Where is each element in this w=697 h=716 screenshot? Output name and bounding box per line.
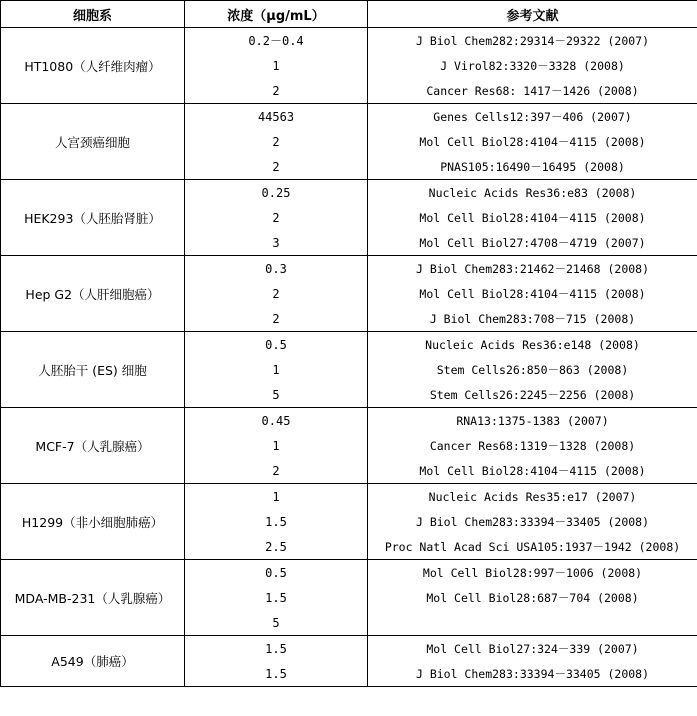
table-row <box>1 636 697 662</box>
concentration-cell: 1.5 <box>185 585 368 610</box>
reference-cell: RNA13:1375-1383 (2007) <box>368 408 697 434</box>
reference-cell: Stem Cells26:2245－2256 (2008) <box>368 382 697 408</box>
reference-cell: J Virol82:3320－3328 (2008) <box>368 53 697 78</box>
reference-cell: Mol Cell Biol27:4708－4719 (2007) <box>368 230 697 256</box>
reference-cell: J Biol Chem283:33394－33405 (2008) <box>368 509 697 534</box>
cell-line-name: MCF-7（人乳腺癌） <box>1 408 185 484</box>
reference-cell: J Biol Chem283:33394－33405 (2008) <box>368 661 697 687</box>
reference-cell: Proc Natl Acad Sci USA105:1937－1942 (2008) <box>368 534 697 560</box>
reference-cell: Mol Cell Biol28:4104－4115 (2008) <box>368 458 697 484</box>
concentration-cell: 2 <box>185 306 368 332</box>
reference-cell: J Biol Chem283:708－715 (2008) <box>368 306 697 332</box>
concentration-cell: 1 <box>185 433 368 458</box>
concentration-cell: 0.2－0.4 <box>185 28 368 54</box>
concentration-cell: 0.5 <box>185 332 368 358</box>
cell-line-name: H1299（非小细胞肺癌） <box>1 484 185 560</box>
cell-line-name: Hep G2（人肝细胞癌） <box>1 256 185 332</box>
table-row <box>1 104 697 130</box>
concentration-cell: 1 <box>185 53 368 78</box>
table-row <box>1 28 697 54</box>
table-row <box>1 408 697 434</box>
concentration-cell: 1.5 <box>185 509 368 534</box>
reference-cell: Mol Cell Biol28:4104－4115 (2008) <box>368 129 697 154</box>
reference-cell: Mol Cell Biol28:997－1006 (2008) <box>368 560 697 586</box>
table-body <box>1 28 697 687</box>
reference-cell: PNAS105:16490－16495 (2008) <box>368 154 697 180</box>
header-reference: 参考文献 <box>368 1 697 28</box>
table-row <box>1 180 697 206</box>
cell-line-name: HT1080（人纤维肉瘤） <box>1 28 185 104</box>
reference-cell: Nucleic Acids Res35:e17 (2007) <box>368 484 697 510</box>
concentration-cell: 2.5 <box>185 534 368 560</box>
cell-line-name: 人宫颈癌细胞 <box>1 104 185 180</box>
concentration-cell: 1 <box>185 357 368 382</box>
reference-cell: Mol Cell Biol27:324－339 (2007) <box>368 636 697 662</box>
reference-cell: J Biol Chem283:21462－21468 (2008) <box>368 256 697 282</box>
cell-line-name: 人胚胎干 (ES) 细胞 <box>1 332 185 408</box>
concentration-cell: 2 <box>185 129 368 154</box>
reference-cell: Cancer Res68: 1417－1426 (2008) <box>368 78 697 104</box>
concentration-cell: 3 <box>185 230 368 256</box>
concentration-cell: 2 <box>185 78 368 104</box>
concentration-cell: 5 <box>185 610 368 636</box>
reference-cell: Mol Cell Biol28:4104－4115 (2008) <box>368 281 697 306</box>
concentration-cell: 5 <box>185 382 368 408</box>
concentration-cell: 2 <box>185 281 368 306</box>
reference-cell: J Biol Chem282:29314－29322 (2007) <box>368 28 697 54</box>
table-row <box>1 560 697 586</box>
reference-cell: Nucleic Acids Res36:e83 (2008) <box>368 180 697 206</box>
concentration-cell: 0.25 <box>185 180 368 206</box>
concentration-cell: 0.3 <box>185 256 368 282</box>
reference-cell <box>368 610 697 636</box>
concentration-cell: 1.5 <box>185 661 368 687</box>
reference-cell: Stem Cells26:850－863 (2008) <box>368 357 697 382</box>
table-row <box>1 332 697 358</box>
concentration-cell: 1.5 <box>185 636 368 662</box>
table-row <box>1 484 697 510</box>
reference-cell: Mol Cell Biol28:687－704 (2008) <box>368 585 697 610</box>
header-cell-line: 细胞系 <box>1 1 185 28</box>
concentration-cell: 2 <box>185 458 368 484</box>
header-concentration: 浓度（μg/mL） <box>185 1 368 28</box>
header-row <box>1 1 697 28</box>
cell-line-name: HEK293（人胚胎肾脏） <box>1 180 185 256</box>
concentration-cell: 44563 <box>185 104 368 130</box>
table-row <box>1 256 697 282</box>
reference-cell: Cancer Res68:1319－1328 (2008) <box>368 433 697 458</box>
cell-line-name: A549（肺癌） <box>1 636 185 687</box>
concentration-cell: 1 <box>185 484 368 510</box>
concentration-cell: 0.5 <box>185 560 368 586</box>
concentration-cell: 2 <box>185 154 368 180</box>
reference-cell: Mol Cell Biol28:4104－4115 (2008) <box>368 205 697 230</box>
cell-line-name: MDA-MB-231（人乳腺癌） <box>1 560 185 636</box>
concentration-cell: 0.45 <box>185 408 368 434</box>
concentration-cell: 2 <box>185 205 368 230</box>
reference-cell: Nucleic Acids Res36:e148 (2008) <box>368 332 697 358</box>
reference-cell: Genes Cells12:397－406 (2007) <box>368 104 697 130</box>
